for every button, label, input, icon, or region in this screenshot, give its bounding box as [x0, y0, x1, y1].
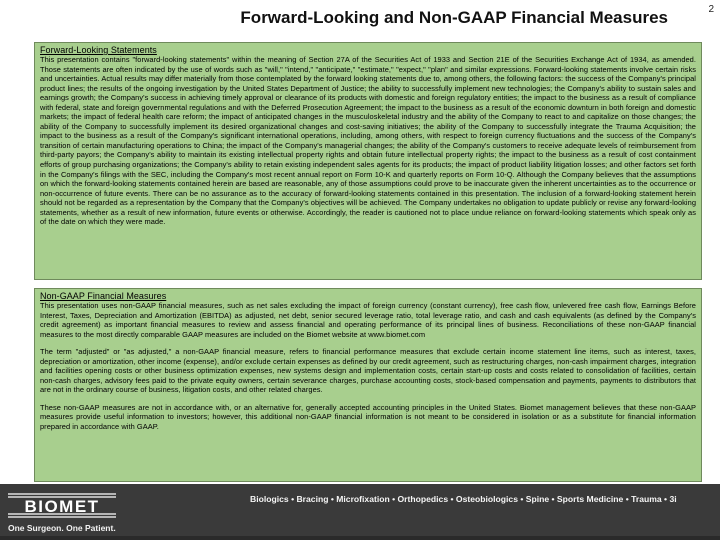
logo-text: BIOMET: [24, 497, 100, 516]
non-gaap-paragraph-1: This presentation uses non-GAAP financial measures, such as net sales excluding the impact of foreign currency (constant currency), free cash flow, unlevered free cash flow, Earnings Before Interest, Taxes, Depreciation and Amortization (EBITDA) as adjusted, net debt, senior secured leverage ratio, total leverage ratio, and cash and cash equivalents (as defined by the Company's credit agreement) as important financial measures to review and assess financial and operating performance of its principal lines of business. Reconciliations of these non-GAAP financial measures to the most directly comparable GAAP measures are included on the Biomet website at www.biomet.com: [40, 301, 696, 339]
page-title: Forward-Looking and Non-GAAP Financial Measures: [240, 8, 668, 27]
page-number: 2: [708, 4, 714, 15]
biomet-logo: [6, 487, 118, 523]
tagline: One Surgeon. One Patient.: [8, 523, 116, 533]
non-gaap-paragraph-3: These non-GAAP measures are not in accordance with, or an alternative for, generally accepted accounting principles in the United States. Biomet management believes that these non-GAAP measures provide useful information to investors; however, this additional non-GAAP financial information is not meant to be considered in isolation or as a substitute for financial information prepared in accordance with GAAP.: [40, 402, 696, 432]
specialties-list: Biologics • Bracing • Microfixation • Orthopedics • Osteobiologics • Spine • Sports Medicine • Trauma • 3i: [250, 494, 677, 504]
non-gaap-heading: Non-GAAP Financial Measures: [40, 291, 167, 301]
footer-rule: [0, 536, 720, 540]
non-gaap-paragraph-2: The term "adjusted" or "as adjusted," a non-GAAP financial measure, refers to financial performance measures that exclude certain income statement line items, such as interest, taxes, depreciation or amortization, other income (expense), and/or exclude certain expenses as defined by our credit agreement, such as restructuring charges, non-cash impairment charges, integration and facilities opening costs or other business optimization expenses, new systems design and implementation costs, certain start-up costs and costs related to consolidation of facilities, certain non-cash charges, advisory fees paid to the private equity owners, certain severance charges, purchase accounting costs, stock-based compensation and payments, payments to distributors that are not in the ordinary course of business, litigation costs, and other related charges.: [40, 347, 696, 395]
forward-looking-paragraph: This presentation contains "forward-looking statements" within the meaning of Section 27A of the Securities Act of 1933 and Section 21E of the Securities Exchange Act of 1934, as amended. Those statements are often indicated by the use of words such as "will," "intend," "anticipate," "estimate," "expect," "plan" and similar expressions. Forward-looking statements involve certain risks and uncertainties. Actual results may differ materially from those contemplated by the forward looking statements due to, among others, the following factors: the success of the Company's principal product lines; the results of the ongoing investigation by the United States Department of Justice; the ability to successfully implement new technologies; the Company's ability to sustain sales and earnings growth; the Company's success in achieving timely approval or clearance of its products with domestic and foreign regulatory entities; the impact to the business as a result of compliance with federal, state and foreign governmental regulations and with the Deferred Prosecution Agreement; the impact to the business as a result of the economic downturn in both foreign and domestic markets; the impact of federal health care reform; the impact of anticipated changes in the musculoskeletal industry and the ability of the Company to react to and capitalize on those changes; the ability of the Company to successfully implement its desired organizational changes and cost-saving initiatives; the ability of the Company to successfully integrate the Trauma Acquisition; the impact to the business as a result of the Company's significant international operations, including, among others, with respect to foreign currency fluctuations and the success of the Company's transition of certain manufacturing operations to China; the impact of the Company's managerial changes; the ability of the Company's customers to receive adequate levels of reimbursement from third-party payors; the Company's ability to maintain its existing intellectual property rights and obtain future intellectual property rights; the impact to the business as a result of cost containment efforts of group purchasing organizations; the Company's ability to retain existing independent sales agents for its products; the impact of product liability litigation losses; and other factors set forth in the Company's filings with the SEC, including the Company's most recent annual report on Form 10-K and quarterly reports on Form 10-Q. Although the Company believes that the assumptions on which the forward-looking statements contained herein are based are reasonable, any of those assumptions could prove to be inaccurate given the inherent uncertainties as to the occurrence or non-occurrence of future events. There can be no assurance as to the accuracy of forward-looking statements contained in this presentation. The inclusion of a forward-looking statement herein should not be regarded as a representation by the Company that the Company's objectives will be achieved. The Company undertakes no obligation to update publicly or revise any forward-looking statements, whether as a result of new information, future events or otherwise. Accordingly, the reader is cautioned not to place undue reliance on forward-looking statements which speak only as of the date on which they were made.: [40, 55, 696, 227]
non-gaap-box: [34, 288, 702, 482]
forward-looking-heading: Forward-Looking Statements: [40, 45, 157, 55]
logo-band: [0, 484, 250, 540]
forward-looking-box: [34, 42, 702, 280]
footer-band: [0, 484, 720, 540]
